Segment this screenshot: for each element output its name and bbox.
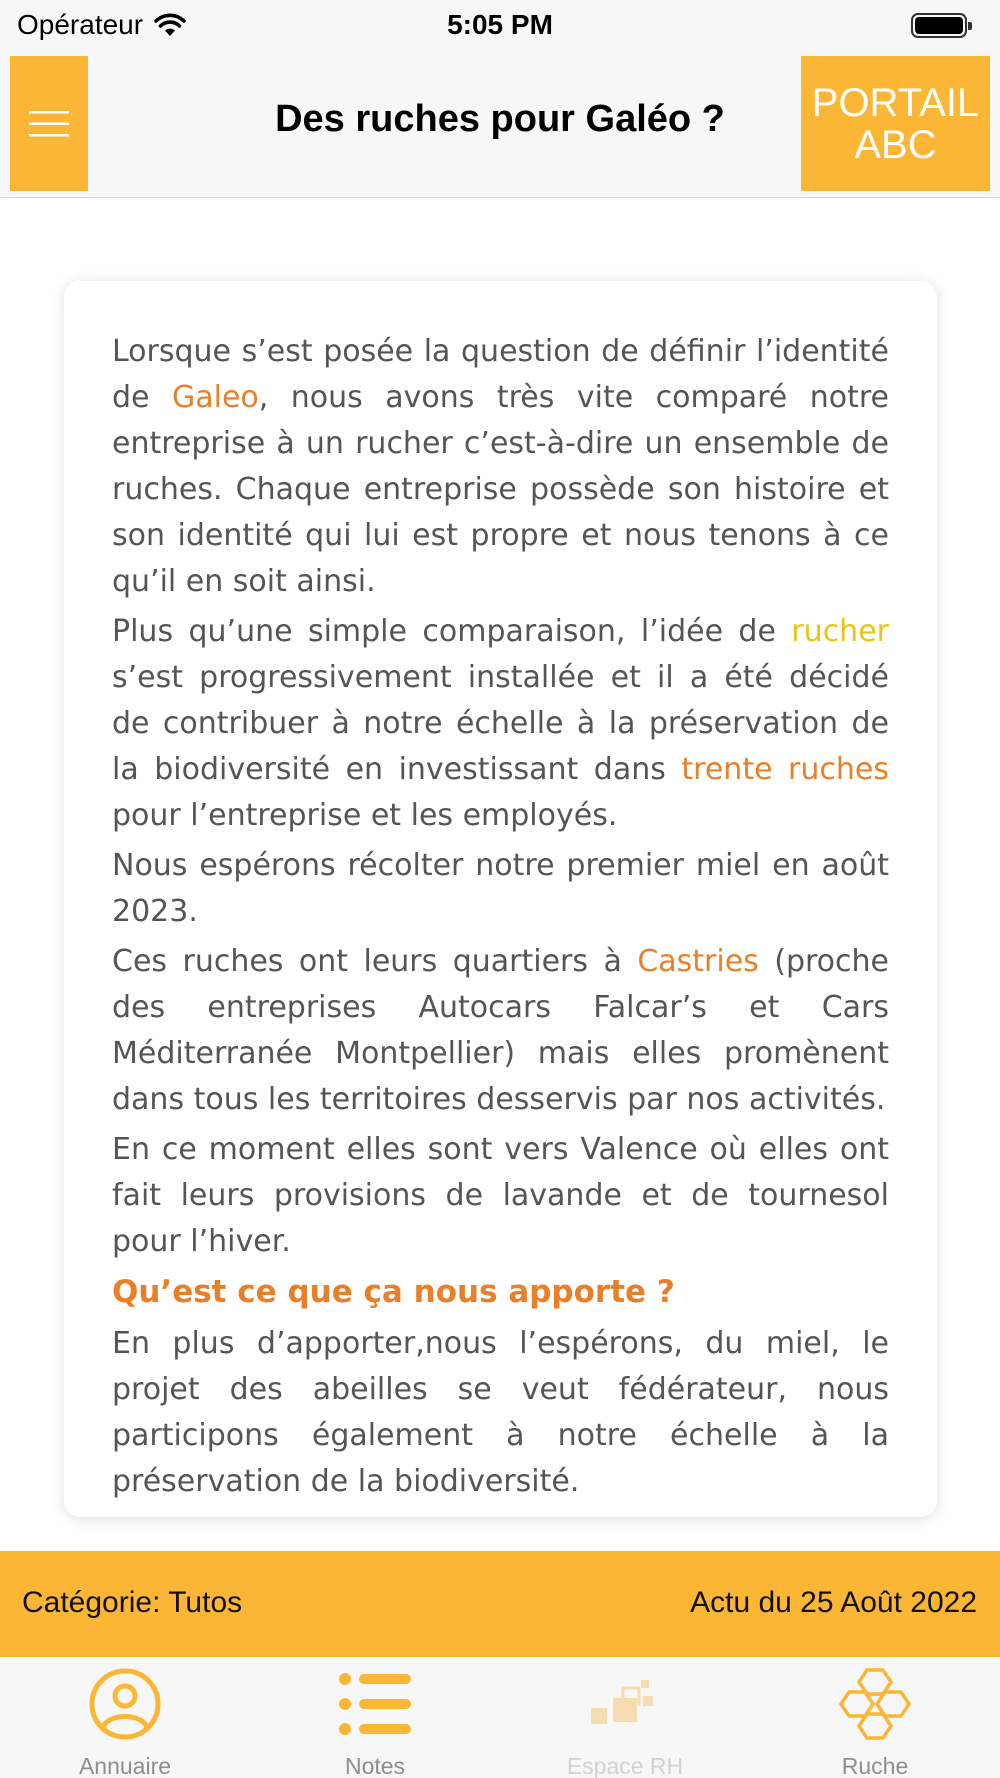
hamburger-menu-icon [29, 111, 69, 137]
tab-label-ruche: Ruche [841, 1753, 909, 1778]
paragraph-5: En ce moment elles sont vers Valence où elles ont fait leurs provisions de lavande et de tournesol pour l’hiver. [112, 1132, 889, 1259]
carrier-label: Opérateur [17, 9, 144, 40]
status-bar [0, 0, 1000, 50]
paragraph-6: En plus d’apporter,nous l’espérons, du miel, le projet des abeilles se veut fédérateur, nous participons également à notre échelle à la préservation de la biodiversité. [112, 1326, 889, 1499]
tab-notes[interactable] [250, 1657, 500, 1778]
paragraph-3: Nous espérons récolter notre premier miel en août 2023. [112, 848, 889, 929]
text: , nous avons très vite comparé notre entreprise à un rucher c’est-à-dire un ensemble de ruches. Chaque entreprise possède son histoire et son identité qui lui est propre et nous tenons à ce qu’il en soit ainsi. [112, 380, 889, 599]
tab-annuaire[interactable] [0, 1657, 250, 1778]
squares-icon [585, 1664, 665, 1744]
text: pour l’entreprise et les employés. [112, 798, 618, 833]
nav-header [0, 50, 1000, 198]
link-trente-ruches[interactable]: trente ruches [681, 752, 889, 787]
menu-button[interactable] [10, 56, 88, 191]
category-bar [0, 1551, 1000, 1657]
user-circle-icon [85, 1664, 165, 1744]
paragraph-2 [112, 609, 889, 839]
portail-label-line1: PORTAIL [811, 80, 980, 125]
tab-label-espace-rh: Espace RH [566, 1753, 684, 1778]
tab-bar [0, 1657, 1000, 1778]
list-icon [335, 1664, 415, 1744]
text: (proche des entreprises Autocars Falcar’s et Cars Méditerranée Montpellier) mais elles promènent dans tous les territoires desservis par nos activités. [112, 944, 889, 1117]
text: Plus qu’une simple comparaison, l’idée de [112, 614, 792, 649]
tab-ruche[interactable] [750, 1657, 1000, 1778]
tab-label-annuaire: Annuaire [78, 1753, 172, 1778]
text: Ces ruches ont leurs quartiers à [112, 944, 638, 979]
battery-level [915, 17, 963, 34]
text: s’est progressivement installée et il a été décidé de contribuer à notre échelle à la préservation de la biodiversité en investissant dans [112, 660, 889, 787]
link-castries[interactable]: Castries [637, 944, 759, 979]
battery-nub [968, 22, 972, 30]
battery-icon [911, 13, 967, 38]
text: Lorsque s’est posée la question de définir l’identité de [112, 334, 889, 415]
paragraph-4 [112, 939, 889, 1123]
paragraph-1 [112, 329, 889, 605]
article-body [112, 329, 889, 1509]
tab-espace-rh[interactable] [500, 1657, 750, 1778]
section-heading: Qu’est ce que ça nous apporte ? [112, 1274, 675, 1310]
date-label: Actu du 25 Août 2022 [690, 1586, 977, 1619]
honeycomb-icon [835, 1664, 915, 1744]
category-label: Catégorie: Tutos [22, 1586, 243, 1619]
status-time: 5:05 PM [447, 9, 553, 40]
page-title: Des ruches pour Galéo ? [275, 98, 725, 140]
link-rucher[interactable]: rucher [791, 614, 889, 649]
portail-abc-button[interactable] [801, 56, 990, 191]
article-card[interactable] [64, 281, 937, 1517]
portail-label-line2: ABC [854, 122, 937, 167]
tab-label-notes: Notes [344, 1753, 406, 1778]
link-galeo[interactable]: Galeo [171, 380, 259, 415]
